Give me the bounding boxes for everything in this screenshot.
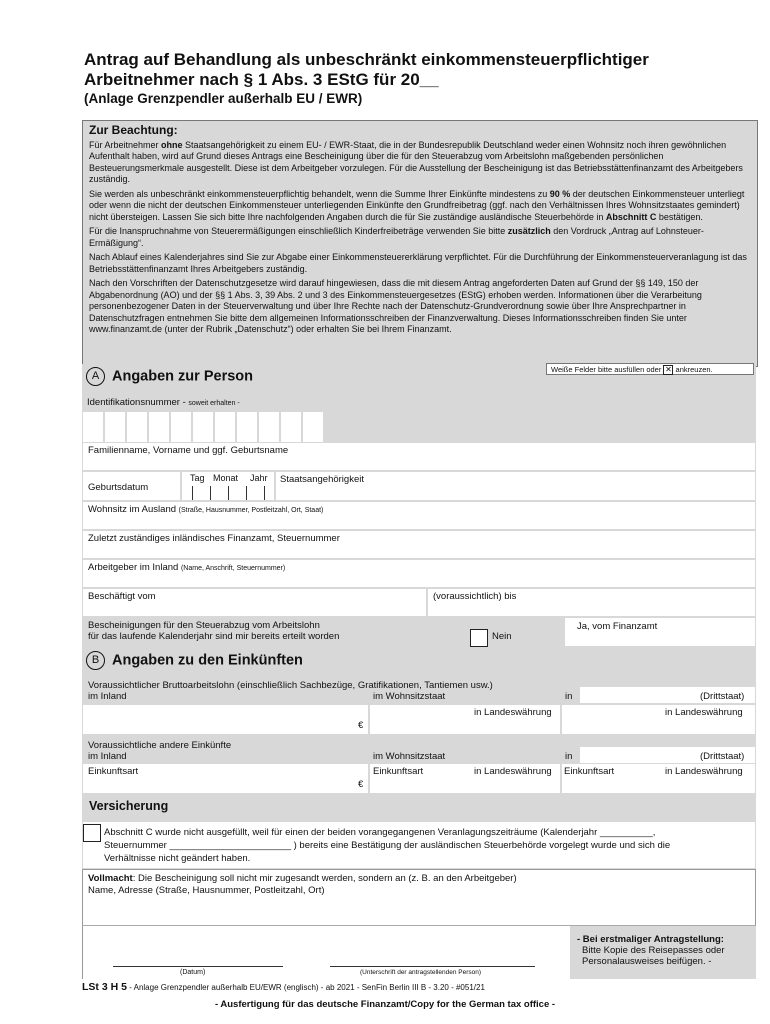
idnr-cell[interactable]: [259, 412, 279, 442]
birth-label: Geburtsdatum: [88, 482, 149, 493]
month-label: Monat: [213, 473, 239, 483]
idnr-cell[interactable]: [149, 412, 169, 442]
nein-label: Nein: [492, 631, 512, 642]
employed-from-label: Beschäftigt vom: [88, 591, 156, 602]
landeswaehrung-label-1: in Landeswährung: [474, 707, 552, 718]
date-label: (Datum): [180, 969, 206, 976]
certificate-label: Bescheinigungen für den Steuerabzug vom Arbeitslohn für das laufende Kalenderjahr sind mir bereits erteilt worden: [88, 620, 340, 642]
date-line[interactable]: [113, 966, 283, 967]
versicherung-title: Versicherung: [89, 799, 169, 813]
notice-paragraph-5: Nach den Vorschriften der Datenschutzgesetze wird darauf hingewiesen, dass die mit diesem Antrag angeforderten Daten auf Grund der §§ 149, 150 der Abgabenordnung (AO) und der §§ 1 Abs. 3, 39 Abs. 2 und 3 des Einkommensteuergesetzes (EStG) erhoben werden. Informationen über die Verarbeitung personenbezogener Daten in der Steuerverwaltung und über Ihre Rechte nach der Datenschutz-Grundverordnung sowie über Ihre Ansprechpartner in Datenschutzfragen entnehmen Sie bitte dem allgemeinen Informationsschreiben der Finanzverwaltung. Dieses Informationsschreiben finden Sie unter www.finanzamt.de (unter der Rubrik „Datenschutz“) oder erhalten Sie bei Ihrem Finanzamt.: [89, 278, 702, 334]
notice-paragraph-3: Für die Inanspruchnahme von Steuerermäßigungen einschließlich Kinderfreibeträge verwenden Sie bitte zusätzlich den Vordruck „Antrag auf Lohnsteuer-Ermäßigung“.: [89, 226, 704, 248]
euro-label: €: [358, 720, 364, 731]
idnr-cell[interactable]: [237, 412, 257, 442]
footer-copy: - Ausfertigung für das deutsche Finanzamt/Copy for the German tax office -: [214, 999, 556, 1010]
name-label: Familienname, Vorname und ggf. Geburtsname: [88, 445, 289, 456]
drittstaat-label-1: (Drittstaat): [700, 691, 745, 702]
idnr-cell[interactable]: [193, 412, 213, 442]
footer-code: LSt 3 H 5 - Anlage Grenzpendler außerhalb EU/EWR (englisch) - ab 2021 - SenFin Berlin III B - 3.20 - #051/21: [82, 981, 485, 993]
in-label-2: in: [565, 751, 573, 762]
versicherung-checkbox[interactable]: [83, 824, 101, 842]
einkunftsart-label-1: Einkunftsart: [88, 766, 139, 777]
idnr-cell[interactable]: [281, 412, 301, 442]
idnr-cell[interactable]: [303, 412, 323, 442]
versicherung-text: Abschnitt C wurde nicht ausgefüllt, weil für einen der beiden vorangegangenen Veranlagungszeiträume (Kalenderjahr __________, Steuernummer _______________________ ) bereits eine Bestätigung der ausländischen Steuerbehörde vorgelegt wurde und sich die Verhältnisse nicht geändert haben.: [104, 827, 671, 864]
notice-paragraph-1: Für Arbeitnehmer ohne Staatsangehörigkeit zu einem EU- / EWR-Staat, die in der Bundesrepublik Deutschland weder einen Wohnsitz noch ihren gewöhnlichen Aufenthalt haben, wird auf Grund dieses Antrags eine Bescheinigung über die für den Steuerabzug vom Arbeitslohn maßgebenden persönlichen Besteuerungsmerkmale ausgestellt. Diese ist dem Arbeitgeber vorzulegen. Für die Ausstellung der Bescheinigung ist das Betriebsstättenfinanzamt des Arbeitgebers zuständig.: [89, 139, 743, 184]
landeswaehrung-label-4: in Landeswährung: [665, 766, 743, 777]
notice-paragraph-4: Nach Ablauf eines Kalenderjahres sind Sie zur Abgabe einer Einkommensteuererklärung verpflichtet. Für die Durchführung der Einkommensteuerveranlagung ist das Betriebsstättenfinanzamt Ihres Arbeitgebers zuständig.: [89, 252, 747, 274]
first-application-text: - Bei erstmaliger Antragstellung: Bitte Kopie des Reisepasses oder Personalausweises beifügen. -: [577, 934, 725, 967]
landeswaehrung-label-2: in Landeswährung: [665, 707, 743, 718]
idnr-label: Identifikationsnummer - soweit erhalten -: [87, 397, 240, 408]
idnr-cell[interactable]: [171, 412, 191, 442]
other-income-label: Voraussichtliche andere Einkünfte im Inland: [88, 740, 232, 762]
signature-label: (Unterschrift der antragstellenden Person): [360, 969, 482, 976]
idnr-cell[interactable]: [83, 412, 103, 442]
drittstaat-label-2: (Drittstaat): [700, 751, 745, 762]
checkbox-x-icon: ✕: [665, 365, 672, 375]
nein-checkbox[interactable]: [470, 629, 488, 647]
section-a-title: A Angaben zur Person: [86, 367, 253, 386]
in-label-1: in: [565, 691, 573, 702]
wohnsitzstaat-label: im Wohnsitzstaat: [373, 691, 446, 702]
day-label: Tag: [190, 473, 205, 483]
wohnsitzstaat-label-2: im Wohnsitzstaat: [373, 751, 446, 762]
ja-label: Ja, vom Finanzamt: [577, 621, 658, 632]
nationality-label: Staatsangehörigkeit: [280, 474, 364, 485]
fill-hint: Weiße Felder bitte ausfüllen oder ✕ ankreuzen.: [546, 363, 754, 375]
section-b-title: B Angaben zu den Einkünften: [86, 651, 303, 670]
signature-line[interactable]: [330, 966, 535, 967]
notice-paragraph-2: Sie werden als unbeschränkt einkommensteuerpflichtig behandelt, wenn die Summe Ihrer Einkünfte mindestens zu 90 % der deutschen Einkommensteuer unterliegt oder wenn die nicht der deutschen Einkommensteuer unterliegenden Einkünfte den Grundfreibetrag (ggf. nach den Verhältnissen Ihres Wohnsitzstaates gemindert) nicht übersteigen. Lassen Sie sich bitte Ihre nachfolgenden Angaben durch die für Sie zuständige ausländische Steuerbehörde in Abschnitt C bestätigen.: [89, 188, 745, 222]
form-title-line2: Arbeitnehmer nach § 1 Abs. 3 EStG für 20__: [84, 70, 439, 89]
form-title-line1: Antrag auf Behandlung als unbeschränkt einkommensteuerpflichtiger: [84, 50, 649, 69]
section-a-letter: A: [86, 367, 105, 386]
landeswaehrung-label-3: in Landeswährung: [474, 766, 552, 777]
notice-heading: Zur Beachtung:: [89, 123, 178, 137]
year-label: Jahr: [250, 473, 268, 483]
notice-box: [82, 120, 758, 367]
employer-label: Arbeitgeber im Inland (Name, Anschrift, Steuernummer): [88, 562, 286, 573]
gross-wage-label: Voraussichtlicher Bruttoarbeitslohn (einschließlich Sachbezüge, Gratifikationen, Tantiemen usw.) im Inland: [88, 680, 493, 702]
euro-label-2: €: [358, 779, 364, 790]
vollmacht-text: Vollmacht: Die Bescheinigung soll nicht mir zugesandt werden, sondern an (z. B. an den Arbeitgeber) Name, Adresse (Straße, Hausnummer, Postleitzahl, Ort): [88, 873, 517, 896]
employed-to-label: (voraussichtlich) bis: [433, 591, 517, 602]
idnr-cell[interactable]: [105, 412, 125, 442]
einkunftsart-label-2: Einkunftsart: [373, 766, 424, 777]
section-b-letter: B: [86, 651, 105, 670]
idnr-cell[interactable]: [127, 412, 147, 442]
residence-label: Wohnsitz im Ausland (Straße, Hausnummer, Postleitzahl, Ort, Staat): [88, 504, 324, 515]
einkunftsart-label-3: Einkunftsart: [564, 766, 615, 777]
gross-wage-inland-field[interactable]: [83, 705, 368, 734]
idnr-cell[interactable]: [215, 412, 235, 442]
form-subtitle: (Anlage Grenzpendler außerhalb EU / EWR): [84, 91, 363, 106]
tax-office-label: Zuletzt zuständiges inländisches Finanzamt, Steuernummer: [88, 533, 340, 544]
